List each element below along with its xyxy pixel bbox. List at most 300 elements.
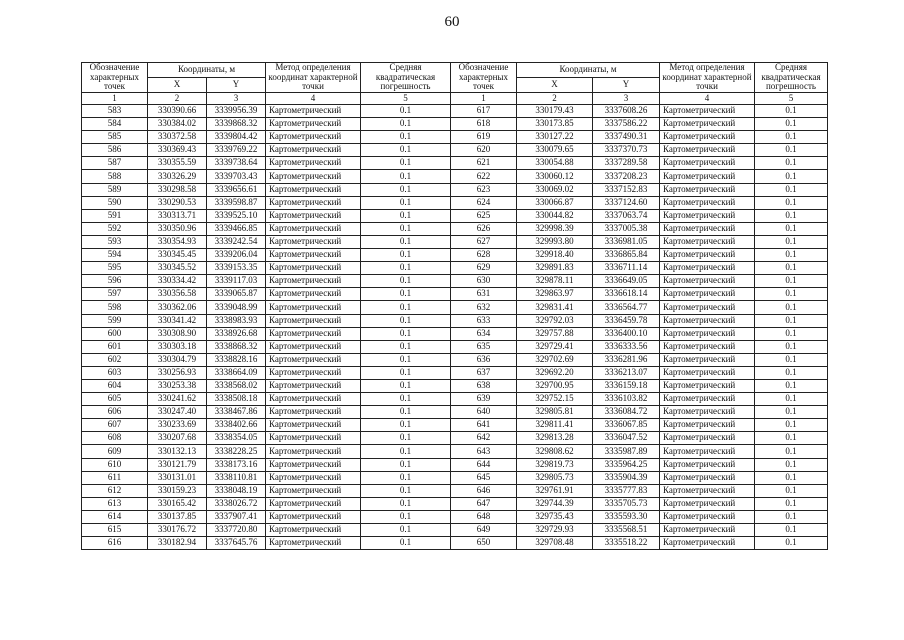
right-y-coordinate-cell: 3337152.83 — [593, 183, 660, 196]
left-y-coordinate-cell: 3337720.80 — [207, 524, 266, 537]
right-point-id-cell: 621 — [451, 157, 517, 170]
left-error-cell: 0.1 — [361, 288, 451, 301]
left-method-cell: Картометрический — [266, 131, 361, 144]
left-point-id-cell: 583 — [82, 105, 148, 118]
right-y-coordinate-cell: 3337063.74 — [593, 209, 660, 222]
right-x-coordinate-cell: 329811.41 — [517, 419, 593, 432]
table-row — [82, 288, 828, 301]
left-x-coordinate-cell: 330372.58 — [148, 131, 207, 144]
right-error-cell: 0.1 — [755, 288, 828, 301]
right-point-id-cell: 649 — [451, 524, 517, 537]
right-x-coordinate-cell: 329752.15 — [517, 393, 593, 406]
right-y-coordinate-cell: 3336067.85 — [593, 419, 660, 432]
column-number: 2 — [517, 93, 593, 105]
left-y-coordinate-cell: 3339769.22 — [207, 144, 266, 157]
table-row — [82, 445, 828, 458]
left-x-coordinate-cell: 330247.40 — [148, 406, 207, 419]
right-error-cell: 0.1 — [755, 327, 828, 340]
left-method-cell: Картометрический — [266, 497, 361, 510]
right-x-coordinate-cell: 329729.93 — [517, 524, 593, 537]
right-error-cell: 0.1 — [755, 118, 828, 131]
left-error-cell: 0.1 — [361, 157, 451, 170]
right-y-coordinate-cell: 3336564.77 — [593, 301, 660, 314]
right-point-id-cell: 633 — [451, 314, 517, 327]
right-point-id-cell: 623 — [451, 183, 517, 196]
right-error-cell: 0.1 — [755, 510, 828, 523]
right-x-coordinate-cell: 329708.48 — [517, 537, 593, 550]
left-y-coordinate-cell: 3339048.99 — [207, 301, 266, 314]
left-y-coordinate-cell: 3338048.19 — [207, 484, 266, 497]
left-x-coordinate-cell: 330132.13 — [148, 445, 207, 458]
left-point-id-cell: 611 — [82, 471, 148, 484]
right-x-coordinate-cell: 329805.81 — [517, 406, 593, 419]
right-point-id-cell: 627 — [451, 235, 517, 248]
left-point-id-cell: 612 — [82, 484, 148, 497]
right-y-coordinate-cell: 3337370.73 — [593, 144, 660, 157]
left-y-coordinate-cell: 3338026.72 — [207, 497, 266, 510]
left-point-id-cell: 590 — [82, 196, 148, 209]
right-method-cell: Картометрический — [660, 353, 755, 366]
left-method-cell: Картометрический — [266, 209, 361, 222]
right-method-cell: Картометрический — [660, 419, 755, 432]
right-y-coordinate-cell: 3336981.05 — [593, 235, 660, 248]
right-y-coordinate-cell: 3336333.56 — [593, 340, 660, 353]
table-row — [82, 314, 828, 327]
left-y-coordinate-cell: 3339956.39 — [207, 105, 266, 118]
right-y-coordinate-cell: 3337608.26 — [593, 105, 660, 118]
left-error-cell: 0.1 — [361, 406, 451, 419]
right-x-coordinate-cell: 329692.20 — [517, 366, 593, 379]
left-point-id-cell: 594 — [82, 249, 148, 262]
column-number: 1 — [82, 93, 148, 105]
left-error-cell: 0.1 — [361, 222, 451, 235]
left-error-cell: 0.1 — [361, 275, 451, 288]
right-method-cell: Картометрический — [660, 288, 755, 301]
right-x-coordinate-cell: 329813.28 — [517, 432, 593, 445]
left-x-coordinate-cell: 330233.69 — [148, 419, 207, 432]
right-x-coordinate-cell: 329757.88 — [517, 327, 593, 340]
right-y-coordinate-cell: 3336618.14 — [593, 288, 660, 301]
right-point-id-cell: 626 — [451, 222, 517, 235]
right-x-coordinate-cell: 329993.80 — [517, 235, 593, 248]
right-y-coordinate-cell: 3337005.38 — [593, 222, 660, 235]
right-method-cell: Картометрический — [660, 471, 755, 484]
left-method-cell: Картометрический — [266, 183, 361, 196]
left-method-cell: Картометрический — [266, 314, 361, 327]
left-error-cell: 0.1 — [361, 379, 451, 392]
left-method-cell: Картометрический — [266, 288, 361, 301]
column-number: 4 — [266, 93, 361, 105]
left-error-cell: 0.1 — [361, 314, 451, 327]
left-error-cell: 0.1 — [361, 131, 451, 144]
left-point-id-cell: 596 — [82, 275, 148, 288]
left-point-id-cell: 602 — [82, 353, 148, 366]
right-x-coordinate-cell: 329831.41 — [517, 301, 593, 314]
right-point-id-cell: 625 — [451, 209, 517, 222]
left-error-cell: 0.1 — [361, 537, 451, 550]
right-y-coordinate-cell: 3335964.25 — [593, 458, 660, 471]
right-y-coordinate-cell: 3336159.18 — [593, 379, 660, 392]
right-x-coordinate-cell: 329744.39 — [517, 497, 593, 510]
left-x-coordinate-cell: 330256.93 — [148, 366, 207, 379]
right-point-id-cell: 640 — [451, 406, 517, 419]
column-number: 5 — [361, 93, 451, 105]
left-point-id-cell: 589 — [82, 183, 148, 196]
right-method-cell: Картометрический — [660, 249, 755, 262]
left-method-cell: Картометрический — [266, 537, 361, 550]
right-y-coordinate-cell: 3336649.05 — [593, 275, 660, 288]
table-row — [82, 340, 828, 353]
right-point-id-cell: 641 — [451, 419, 517, 432]
right-point-id-cell: 646 — [451, 484, 517, 497]
left-y-coordinate-cell: 3339656.61 — [207, 183, 266, 196]
left-error-cell: 0.1 — [361, 209, 451, 222]
left-point-id-cell: 604 — [82, 379, 148, 392]
left-x-coordinate-cell: 330313.71 — [148, 209, 207, 222]
right-y-coordinate-cell: 3337586.22 — [593, 118, 660, 131]
right-point-id-cell: 638 — [451, 379, 517, 392]
right-error-cell: 0.1 — [755, 458, 828, 471]
right-method-cell: Картометрический — [660, 524, 755, 537]
left-method-cell: Картометрический — [266, 275, 361, 288]
table-row — [82, 379, 828, 392]
left-x-coordinate-cell: 330345.52 — [148, 262, 207, 275]
right-x-coordinate-cell: 330079.65 — [517, 144, 593, 157]
table-row — [82, 249, 828, 262]
left-method-cell: Картометрический — [266, 235, 361, 248]
right-method-cell: Картометрический — [660, 484, 755, 497]
left-method-cell: Картометрический — [266, 445, 361, 458]
column-number: 4 — [660, 93, 755, 105]
left-x-coordinate-cell: 330350.96 — [148, 222, 207, 235]
left-y-coordinate-cell: 3339065.87 — [207, 288, 266, 301]
right-y-coordinate-cell: 3335568.51 — [593, 524, 660, 537]
left-point-id-cell: 608 — [82, 432, 148, 445]
right-error-cell: 0.1 — [755, 144, 828, 157]
left-point-id-cell: 614 — [82, 510, 148, 523]
left-method-cell: Картометрический — [266, 144, 361, 157]
right-method-cell: Картометрический — [660, 183, 755, 196]
left-y-coordinate-cell: 3339738.64 — [207, 157, 266, 170]
right-point-id-cell: 637 — [451, 366, 517, 379]
left-x-coordinate-cell: 330290.53 — [148, 196, 207, 209]
left-x-coordinate-cell: 330354.93 — [148, 235, 207, 248]
right-method-cell: Картометрический — [660, 379, 755, 392]
left-y-coordinate-cell: 3339703.43 — [207, 170, 266, 183]
left-method-cell: Картометрический — [266, 222, 361, 235]
right-method-cell: Картометрический — [660, 235, 755, 248]
right-point-id-cell: 617 — [451, 105, 517, 118]
right-error-cell: 0.1 — [755, 262, 828, 275]
right-y-coordinate-cell: 3335777.83 — [593, 484, 660, 497]
left-point-id-cell: 606 — [82, 406, 148, 419]
table-row — [82, 222, 828, 235]
right-error-cell: 0.1 — [755, 419, 828, 432]
left-method-cell: Картометрический — [266, 366, 361, 379]
left-y-coordinate-cell: 3338983.93 — [207, 314, 266, 327]
right-x-coordinate-cell: 329819.73 — [517, 458, 593, 471]
left-y-coordinate-cell: 3338354.05 — [207, 432, 266, 445]
right-point-id-cell: 619 — [451, 131, 517, 144]
left-point-id-cell: 598 — [82, 301, 148, 314]
right-y-coordinate-cell: 3335593.30 — [593, 510, 660, 523]
left-y-coordinate-cell: 3339598.87 — [207, 196, 266, 209]
left-point-id-cell: 599 — [82, 314, 148, 327]
header-x: X — [517, 78, 593, 93]
right-point-id-cell: 631 — [451, 288, 517, 301]
right-method-cell: Картометрический — [660, 222, 755, 235]
left-method-cell: Картометрический — [266, 353, 361, 366]
left-x-coordinate-cell: 330384.02 — [148, 118, 207, 131]
left-error-cell: 0.1 — [361, 432, 451, 445]
right-point-id-cell: 618 — [451, 118, 517, 131]
right-method-cell: Картометрический — [660, 537, 755, 550]
left-x-coordinate-cell: 330131.01 — [148, 471, 207, 484]
right-error-cell: 0.1 — [755, 393, 828, 406]
header-point: Обозначение характерных точек — [82, 63, 148, 93]
right-error-cell: 0.1 — [755, 183, 828, 196]
header-method: Метод определения координат характерной точки — [266, 63, 361, 93]
left-y-coordinate-cell: 3339466.85 — [207, 222, 266, 235]
column-number: 5 — [755, 93, 828, 105]
left-x-coordinate-cell: 330182.94 — [148, 537, 207, 550]
right-method-cell: Картометрический — [660, 301, 755, 314]
left-error-cell: 0.1 — [361, 484, 451, 497]
left-method-cell: Картометрический — [266, 458, 361, 471]
left-error-cell: 0.1 — [361, 249, 451, 262]
right-error-cell: 0.1 — [755, 484, 828, 497]
right-y-coordinate-cell: 3336213.07 — [593, 366, 660, 379]
right-error-cell: 0.1 — [755, 105, 828, 118]
right-error-cell: 0.1 — [755, 170, 828, 183]
left-x-coordinate-cell: 330121.79 — [148, 458, 207, 471]
left-x-coordinate-cell: 330137.85 — [148, 510, 207, 523]
table-row — [82, 157, 828, 170]
left-x-coordinate-cell: 330345.45 — [148, 249, 207, 262]
left-y-coordinate-cell: 3338568.02 — [207, 379, 266, 392]
right-point-id-cell: 642 — [451, 432, 517, 445]
left-x-coordinate-cell: 330165.42 — [148, 497, 207, 510]
table-row — [82, 118, 828, 131]
left-error-cell: 0.1 — [361, 471, 451, 484]
right-x-coordinate-cell: 330179.43 — [517, 105, 593, 118]
right-x-coordinate-cell: 329863.97 — [517, 288, 593, 301]
table-row — [82, 484, 828, 497]
right-method-cell: Картометрический — [660, 393, 755, 406]
right-method-cell: Картометрический — [660, 157, 755, 170]
left-method-cell: Картометрический — [266, 196, 361, 209]
right-method-cell: Картометрический — [660, 196, 755, 209]
right-x-coordinate-cell: 329918.40 — [517, 249, 593, 262]
left-method-cell: Картометрический — [266, 432, 361, 445]
left-point-id-cell: 600 — [82, 327, 148, 340]
left-x-coordinate-cell: 330362.06 — [148, 301, 207, 314]
right-y-coordinate-cell: 3336711.14 — [593, 262, 660, 275]
right-point-id-cell: 634 — [451, 327, 517, 340]
right-point-id-cell: 645 — [451, 471, 517, 484]
left-y-coordinate-cell: 3339242.54 — [207, 235, 266, 248]
table-row — [82, 170, 828, 183]
left-x-coordinate-cell: 330304.79 — [148, 353, 207, 366]
right-point-id-cell: 643 — [451, 445, 517, 458]
right-point-id-cell: 622 — [451, 170, 517, 183]
right-y-coordinate-cell: 3337490.31 — [593, 131, 660, 144]
coordinates-table — [81, 62, 828, 550]
right-error-cell: 0.1 — [755, 445, 828, 458]
right-x-coordinate-cell: 329998.39 — [517, 222, 593, 235]
right-x-coordinate-cell: 330173.85 — [517, 118, 593, 131]
right-point-id-cell: 628 — [451, 249, 517, 262]
left-y-coordinate-cell: 3338868.32 — [207, 340, 266, 353]
left-error-cell: 0.1 — [361, 353, 451, 366]
left-method-cell: Картометрический — [266, 105, 361, 118]
left-point-id-cell: 586 — [82, 144, 148, 157]
left-y-coordinate-cell: 3339868.32 — [207, 118, 266, 131]
right-x-coordinate-cell: 329792.03 — [517, 314, 593, 327]
right-x-coordinate-cell: 329808.62 — [517, 445, 593, 458]
header-coords: Координаты, м — [517, 63, 660, 78]
right-y-coordinate-cell: 3336459.78 — [593, 314, 660, 327]
right-error-cell: 0.1 — [755, 471, 828, 484]
left-method-cell: Картометрический — [266, 484, 361, 497]
left-x-coordinate-cell: 330298.58 — [148, 183, 207, 196]
right-y-coordinate-cell: 3335987.89 — [593, 445, 660, 458]
right-x-coordinate-cell: 330054.88 — [517, 157, 593, 170]
table-row — [82, 327, 828, 340]
right-x-coordinate-cell: 329700.95 — [517, 379, 593, 392]
left-method-cell: Картометрический — [266, 393, 361, 406]
left-method-cell: Картометрический — [266, 249, 361, 262]
right-point-id-cell: 650 — [451, 537, 517, 550]
left-x-coordinate-cell: 330326.29 — [148, 170, 207, 183]
right-error-cell: 0.1 — [755, 275, 828, 288]
left-y-coordinate-cell: 3339117.03 — [207, 275, 266, 288]
right-x-coordinate-cell: 330044.82 — [517, 209, 593, 222]
right-x-coordinate-cell: 329729.41 — [517, 340, 593, 353]
right-method-cell: Картометрический — [660, 510, 755, 523]
right-error-cell: 0.1 — [755, 366, 828, 379]
right-point-id-cell: 648 — [451, 510, 517, 523]
table-row — [82, 183, 828, 196]
header-point: Обозначение характерных точек — [451, 63, 517, 93]
left-error-cell: 0.1 — [361, 183, 451, 196]
left-x-coordinate-cell: 330356.58 — [148, 288, 207, 301]
right-y-coordinate-cell: 3336281.96 — [593, 353, 660, 366]
left-method-cell: Картометрический — [266, 471, 361, 484]
left-error-cell: 0.1 — [361, 105, 451, 118]
left-y-coordinate-cell: 3339525.10 — [207, 209, 266, 222]
left-error-cell: 0.1 — [361, 340, 451, 353]
left-y-coordinate-cell: 3339153.35 — [207, 262, 266, 275]
right-error-cell: 0.1 — [755, 157, 828, 170]
left-error-cell: 0.1 — [361, 366, 451, 379]
right-x-coordinate-cell: 329878.11 — [517, 275, 593, 288]
header-y: Y — [593, 78, 660, 93]
table-body — [82, 105, 828, 550]
right-method-cell: Картометрический — [660, 458, 755, 471]
left-y-coordinate-cell: 3338664.09 — [207, 366, 266, 379]
right-error-cell: 0.1 — [755, 340, 828, 353]
right-error-cell: 0.1 — [755, 301, 828, 314]
table-row — [82, 366, 828, 379]
left-x-coordinate-cell: 330390.66 — [148, 105, 207, 118]
column-number: 3 — [593, 93, 660, 105]
header-error: Средняя квадратическая погрешность — [755, 63, 828, 93]
right-error-cell: 0.1 — [755, 196, 828, 209]
table-row — [82, 471, 828, 484]
left-y-coordinate-cell: 3337907.41 — [207, 510, 266, 523]
right-x-coordinate-cell: 330069.02 — [517, 183, 593, 196]
left-point-id-cell: 601 — [82, 340, 148, 353]
left-method-cell: Картометрический — [266, 524, 361, 537]
right-method-cell: Картометрический — [660, 497, 755, 510]
left-error-cell: 0.1 — [361, 235, 451, 248]
right-error-cell: 0.1 — [755, 432, 828, 445]
right-y-coordinate-cell: 3337208.23 — [593, 170, 660, 183]
left-y-coordinate-cell: 3338402.66 — [207, 419, 266, 432]
left-x-coordinate-cell: 330308.90 — [148, 327, 207, 340]
column-number: 3 — [207, 93, 266, 105]
header-x: X — [148, 78, 207, 93]
left-point-id-cell: 616 — [82, 537, 148, 550]
right-point-id-cell: 644 — [451, 458, 517, 471]
right-point-id-cell: 624 — [451, 196, 517, 209]
right-y-coordinate-cell: 3335518.22 — [593, 537, 660, 550]
right-point-id-cell: 629 — [451, 262, 517, 275]
left-error-cell: 0.1 — [361, 196, 451, 209]
left-x-coordinate-cell: 330303.18 — [148, 340, 207, 353]
right-method-cell: Картометрический — [660, 314, 755, 327]
right-method-cell: Картометрический — [660, 105, 755, 118]
left-y-coordinate-cell: 3338508.18 — [207, 393, 266, 406]
left-y-coordinate-cell: 3338173.16 — [207, 458, 266, 471]
right-method-cell: Картометрический — [660, 275, 755, 288]
right-method-cell: Картометрический — [660, 445, 755, 458]
left-point-id-cell: 613 — [82, 497, 148, 510]
left-y-coordinate-cell: 3338467.86 — [207, 406, 266, 419]
left-y-coordinate-cell: 3338110.81 — [207, 471, 266, 484]
right-y-coordinate-cell: 3336047.52 — [593, 432, 660, 445]
left-x-coordinate-cell: 330334.42 — [148, 275, 207, 288]
right-method-cell: Картометрический — [660, 118, 755, 131]
column-number-row — [82, 93, 828, 105]
right-y-coordinate-cell: 3336084.72 — [593, 406, 660, 419]
left-x-coordinate-cell: 330176.72 — [148, 524, 207, 537]
table-row — [82, 458, 828, 471]
left-point-id-cell: 597 — [82, 288, 148, 301]
right-point-id-cell: 632 — [451, 301, 517, 314]
left-y-coordinate-cell: 3339206.04 — [207, 249, 266, 262]
left-point-id-cell: 603 — [82, 366, 148, 379]
header-y: Y — [207, 78, 266, 93]
right-method-cell: Картометрический — [660, 144, 755, 157]
right-error-cell: 0.1 — [755, 222, 828, 235]
right-x-coordinate-cell: 330066.87 — [517, 196, 593, 209]
right-method-cell: Картометрический — [660, 170, 755, 183]
right-method-cell: Картометрический — [660, 432, 755, 445]
right-error-cell: 0.1 — [755, 537, 828, 550]
right-x-coordinate-cell: 330060.12 — [517, 170, 593, 183]
left-point-id-cell: 585 — [82, 131, 148, 144]
left-error-cell: 0.1 — [361, 118, 451, 131]
left-x-coordinate-cell: 330241.62 — [148, 393, 207, 406]
right-error-cell: 0.1 — [755, 406, 828, 419]
left-point-id-cell: 593 — [82, 235, 148, 248]
left-error-cell: 0.1 — [361, 262, 451, 275]
page-number: 60 — [444, 14, 460, 30]
right-error-cell: 0.1 — [755, 209, 828, 222]
left-error-cell: 0.1 — [361, 301, 451, 314]
